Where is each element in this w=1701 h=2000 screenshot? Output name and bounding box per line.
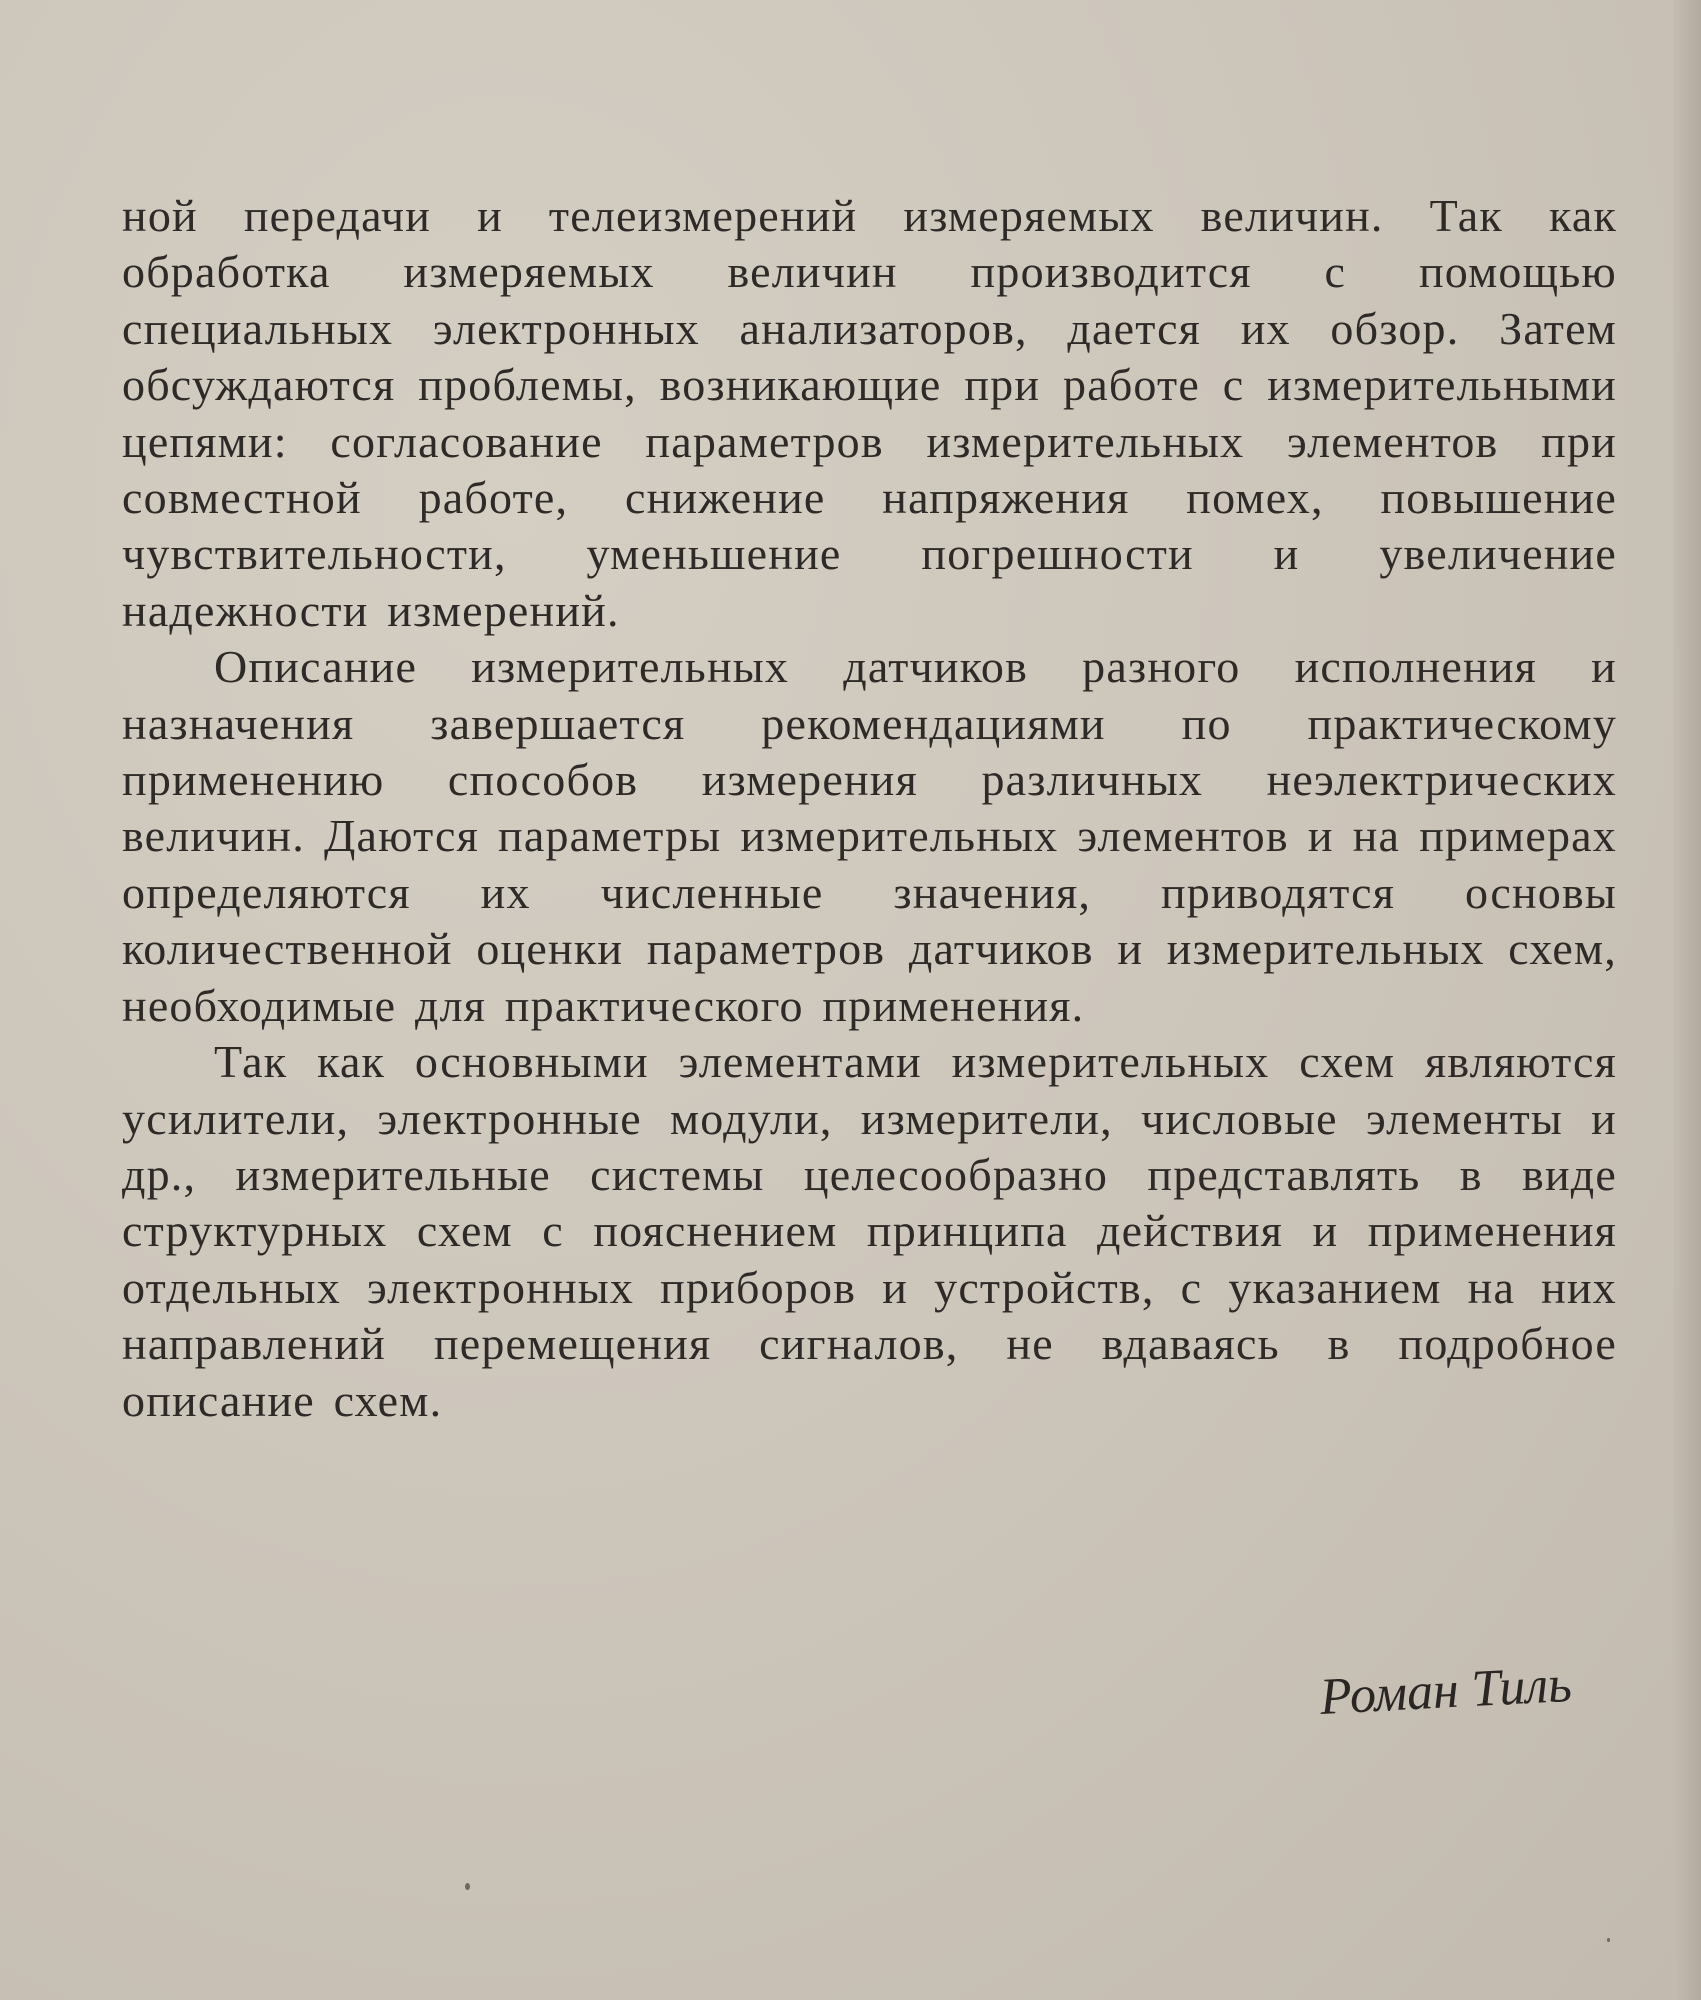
- author-signature: Роман Тиль: [1318, 1655, 1574, 1726]
- paragraph-1: ной передачи и телеизмерений измеряемых величин. Так как обработка измеряемых величин производится с помощью специальных электронных анализаторов, дается их обзор. Затем обсуждаются проблемы, возникающие при работе с измерительными цепями: согласование параметров измерительных элементов при совместной работе, снижение напряжения помех, повышение чувствительности, уменьшение погрешности и увеличение надежности измерений.: [122, 190, 1617, 636]
- body-text: [122, 188, 1617, 1429]
- paper-speck: [465, 1883, 470, 1890]
- page-edge: [1673, 0, 1701, 2000]
- paper-speck: [1607, 1938, 1610, 1942]
- paragraph-2: Описание измерительных датчиков разного исполнения и назначения завершается рекомендациями по практическому применению способов измерения различных неэлектрических величин. Даются параметры измерительных элементов и на примерах определяются их численные значения, приводятся основы количественной оценки параметров датчиков и измерительных схем, необходимые для практического применения.: [122, 641, 1617, 1031]
- paragraph-3: Так как основными элементами измерительных схем являются усилители, электронные модули, измерители, числовые элементы и др., измерительные системы целесообразно представлять в виде структурных схем с пояснением принципа действия и применения отдельных электронных приборов и устройств, с указанием на них направлений перемещения сигналов, не вдаваясь в подробное описание схем.: [122, 1036, 1617, 1426]
